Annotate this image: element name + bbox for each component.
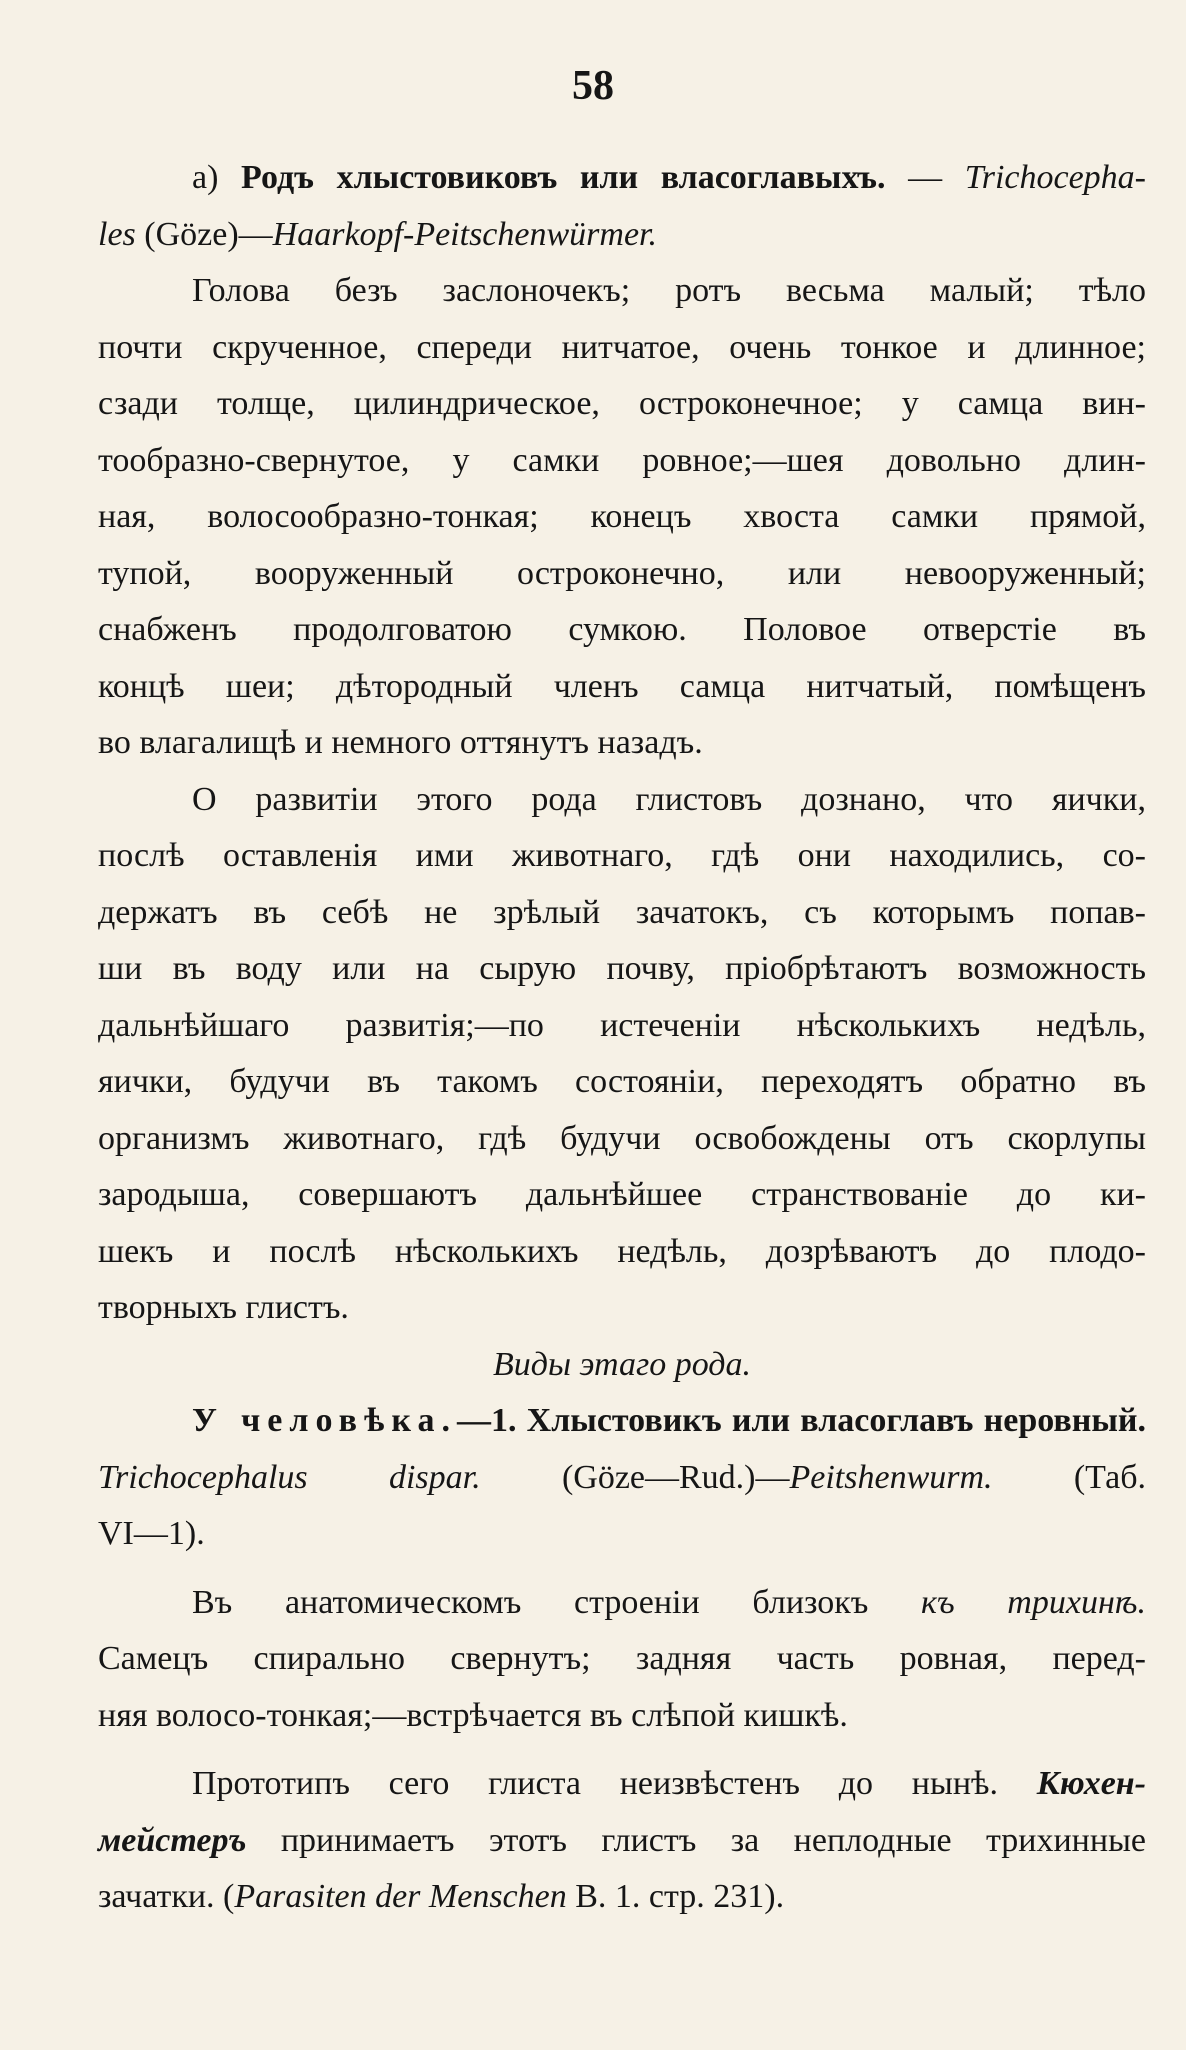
paragraph3-line-1 (98, 1575, 1146, 1632)
page-number: 58 (572, 63, 614, 109)
species1-table-ref-b: VI—1). (98, 1515, 205, 1552)
paragraph1-line: сзади толще, цилиндрическое, остроконечное; у самца вин- (98, 385, 1146, 422)
genus-label: а) (192, 159, 219, 196)
species1-name: Хлыстовикъ или власоглавъ неровный. (526, 1402, 1147, 1439)
paragraph4-text: Прототипъ сего глиста неизвѣстенъ до нынѣ. (192, 1765, 998, 1802)
paragraph2-line: ши въ воду или на сырую почву, пріобрѣтаютъ возможность (98, 950, 1146, 987)
paragraph2-line: держатъ въ себѣ не зрѣлый зачатокъ, съ которымъ попав- (98, 893, 1146, 931)
genus-heading-line-2 (98, 207, 1146, 264)
paragraph3-line-2: Самецъ спирально свернутъ; задняя часть ровная, перед- (98, 1640, 1146, 1677)
genus-dash2: — (238, 215, 273, 253)
species1-line-2 (98, 1450, 1146, 1507)
paragraph3-line-3: няя волосо-тонкая;—встрѣчается въ слѣпой кишкѣ. (98, 1696, 848, 1734)
paragraph2-line: послѣ оставленія ими животнаго, гдѣ они находились, со- (98, 837, 1146, 874)
genus-heading-line-1 (98, 150, 1146, 207)
species1-host: У человѣка. (192, 1402, 457, 1439)
paragraph4-italic-name: Кюхен- (1036, 1765, 1146, 1802)
paragraph4-reference: B. 1. стр. 231). (575, 1878, 785, 1915)
paragraph1-line: Голова безъ заслоночекъ; ротъ весьма малый; тѣло (192, 272, 1146, 309)
paragraph2-line: О развитіи этого рода глистовъ дознано, что яички, (192, 780, 1146, 818)
genus-title: Родъ хлыстовиковъ или власоглавыхъ. (241, 159, 886, 196)
paragraph4-line-3 (98, 1869, 1146, 1926)
page-body (98, 150, 1146, 1926)
species1-dash2: — (755, 1458, 790, 1496)
species1-authority: (Göze—Rud.) (561, 1458, 756, 1496)
paragraph2-line: шекъ и послѣ нѣсколькихъ недѣль, дозрѣваютъ до плодо- (98, 1232, 1146, 1270)
paragraph4-text-3: зачатки. ( (98, 1878, 235, 1915)
paragraph4-text-2: принимаетъ этотъ глистъ за неплодные трихинные (280, 1821, 1147, 1859)
paragraph1-line: снабженъ продолговатою сумкою. Половое отверстіе въ (98, 611, 1146, 648)
genus-latin-part2: les (98, 215, 136, 253)
paragraph2-line: зародыша, совершаютъ дальнѣйшее странствованіе до ки- (98, 1176, 1146, 1213)
paragraph2-line: организмъ животнаго, гдѣ будучи освобождены отъ скорлупы (98, 1119, 1146, 1157)
paragraph1-line: ная, волосообразно-тонкая; конецъ хвоста самки прямой, (98, 498, 1146, 535)
genus-german-name: Haarkopf-Peitschenwürmer. (272, 215, 657, 253)
paragraph1-line: тупой, вооруженный остроконечно, или невооруженный; (98, 554, 1146, 592)
species1-line-3 (98, 1506, 1146, 1563)
species1-dash: — (456, 1402, 491, 1439)
species1-number: 1. (490, 1402, 517, 1439)
paragraph4-line-2 (98, 1813, 1146, 1870)
paragraph3-text: Въ анатомическомъ строеніи близокъ (192, 1583, 869, 1621)
paragraph4-italic-name-end: мейстеръ (98, 1821, 247, 1859)
paragraph2-line: творныхъ глистъ. (98, 1289, 349, 1326)
species1-line-1 (98, 1393, 1146, 1450)
paragraph1-line: почти скрученное, спереди нитчатое, очень тонкое и длинное; (98, 328, 1146, 366)
paragraph1-line: тообразно-свернутое, у самки ровное;—шея довольно длин- (98, 441, 1146, 479)
species1-german: Peitshenwurm. (789, 1458, 993, 1496)
genus-dash: — (885, 159, 965, 196)
genus-author: (Göze) (144, 215, 239, 253)
paragraph2-line: дальнѣйшаго развитія;—по истеченіи нѣсколькихъ недѣль, (98, 1006, 1146, 1044)
paragraph4-book-title: Parasiten der Menschen (234, 1878, 567, 1915)
paragraph2-line: яички, будучи въ такомъ состояніи, переходятъ обратно въ (98, 1063, 1146, 1100)
paragraph1-line: концѣ шеи; дѣтородный членъ самца нитчатый, помѣщенъ (98, 667, 1146, 705)
paragraph4-line-1 (98, 1756, 1146, 1813)
genus-latin-part1: Trichocepha- (964, 159, 1147, 196)
species1-latin: Trichocephalus dispar. (98, 1458, 481, 1496)
paragraph1-line: во влагалищѣ и немного оттянутъ назадъ. (98, 724, 703, 761)
paragraph3-italic: къ трихинѣ. (921, 1583, 1146, 1621)
species1-table-ref-a: (Таб. (1073, 1458, 1146, 1496)
species-section-heading: Виды этаго рода. (492, 1345, 752, 1383)
